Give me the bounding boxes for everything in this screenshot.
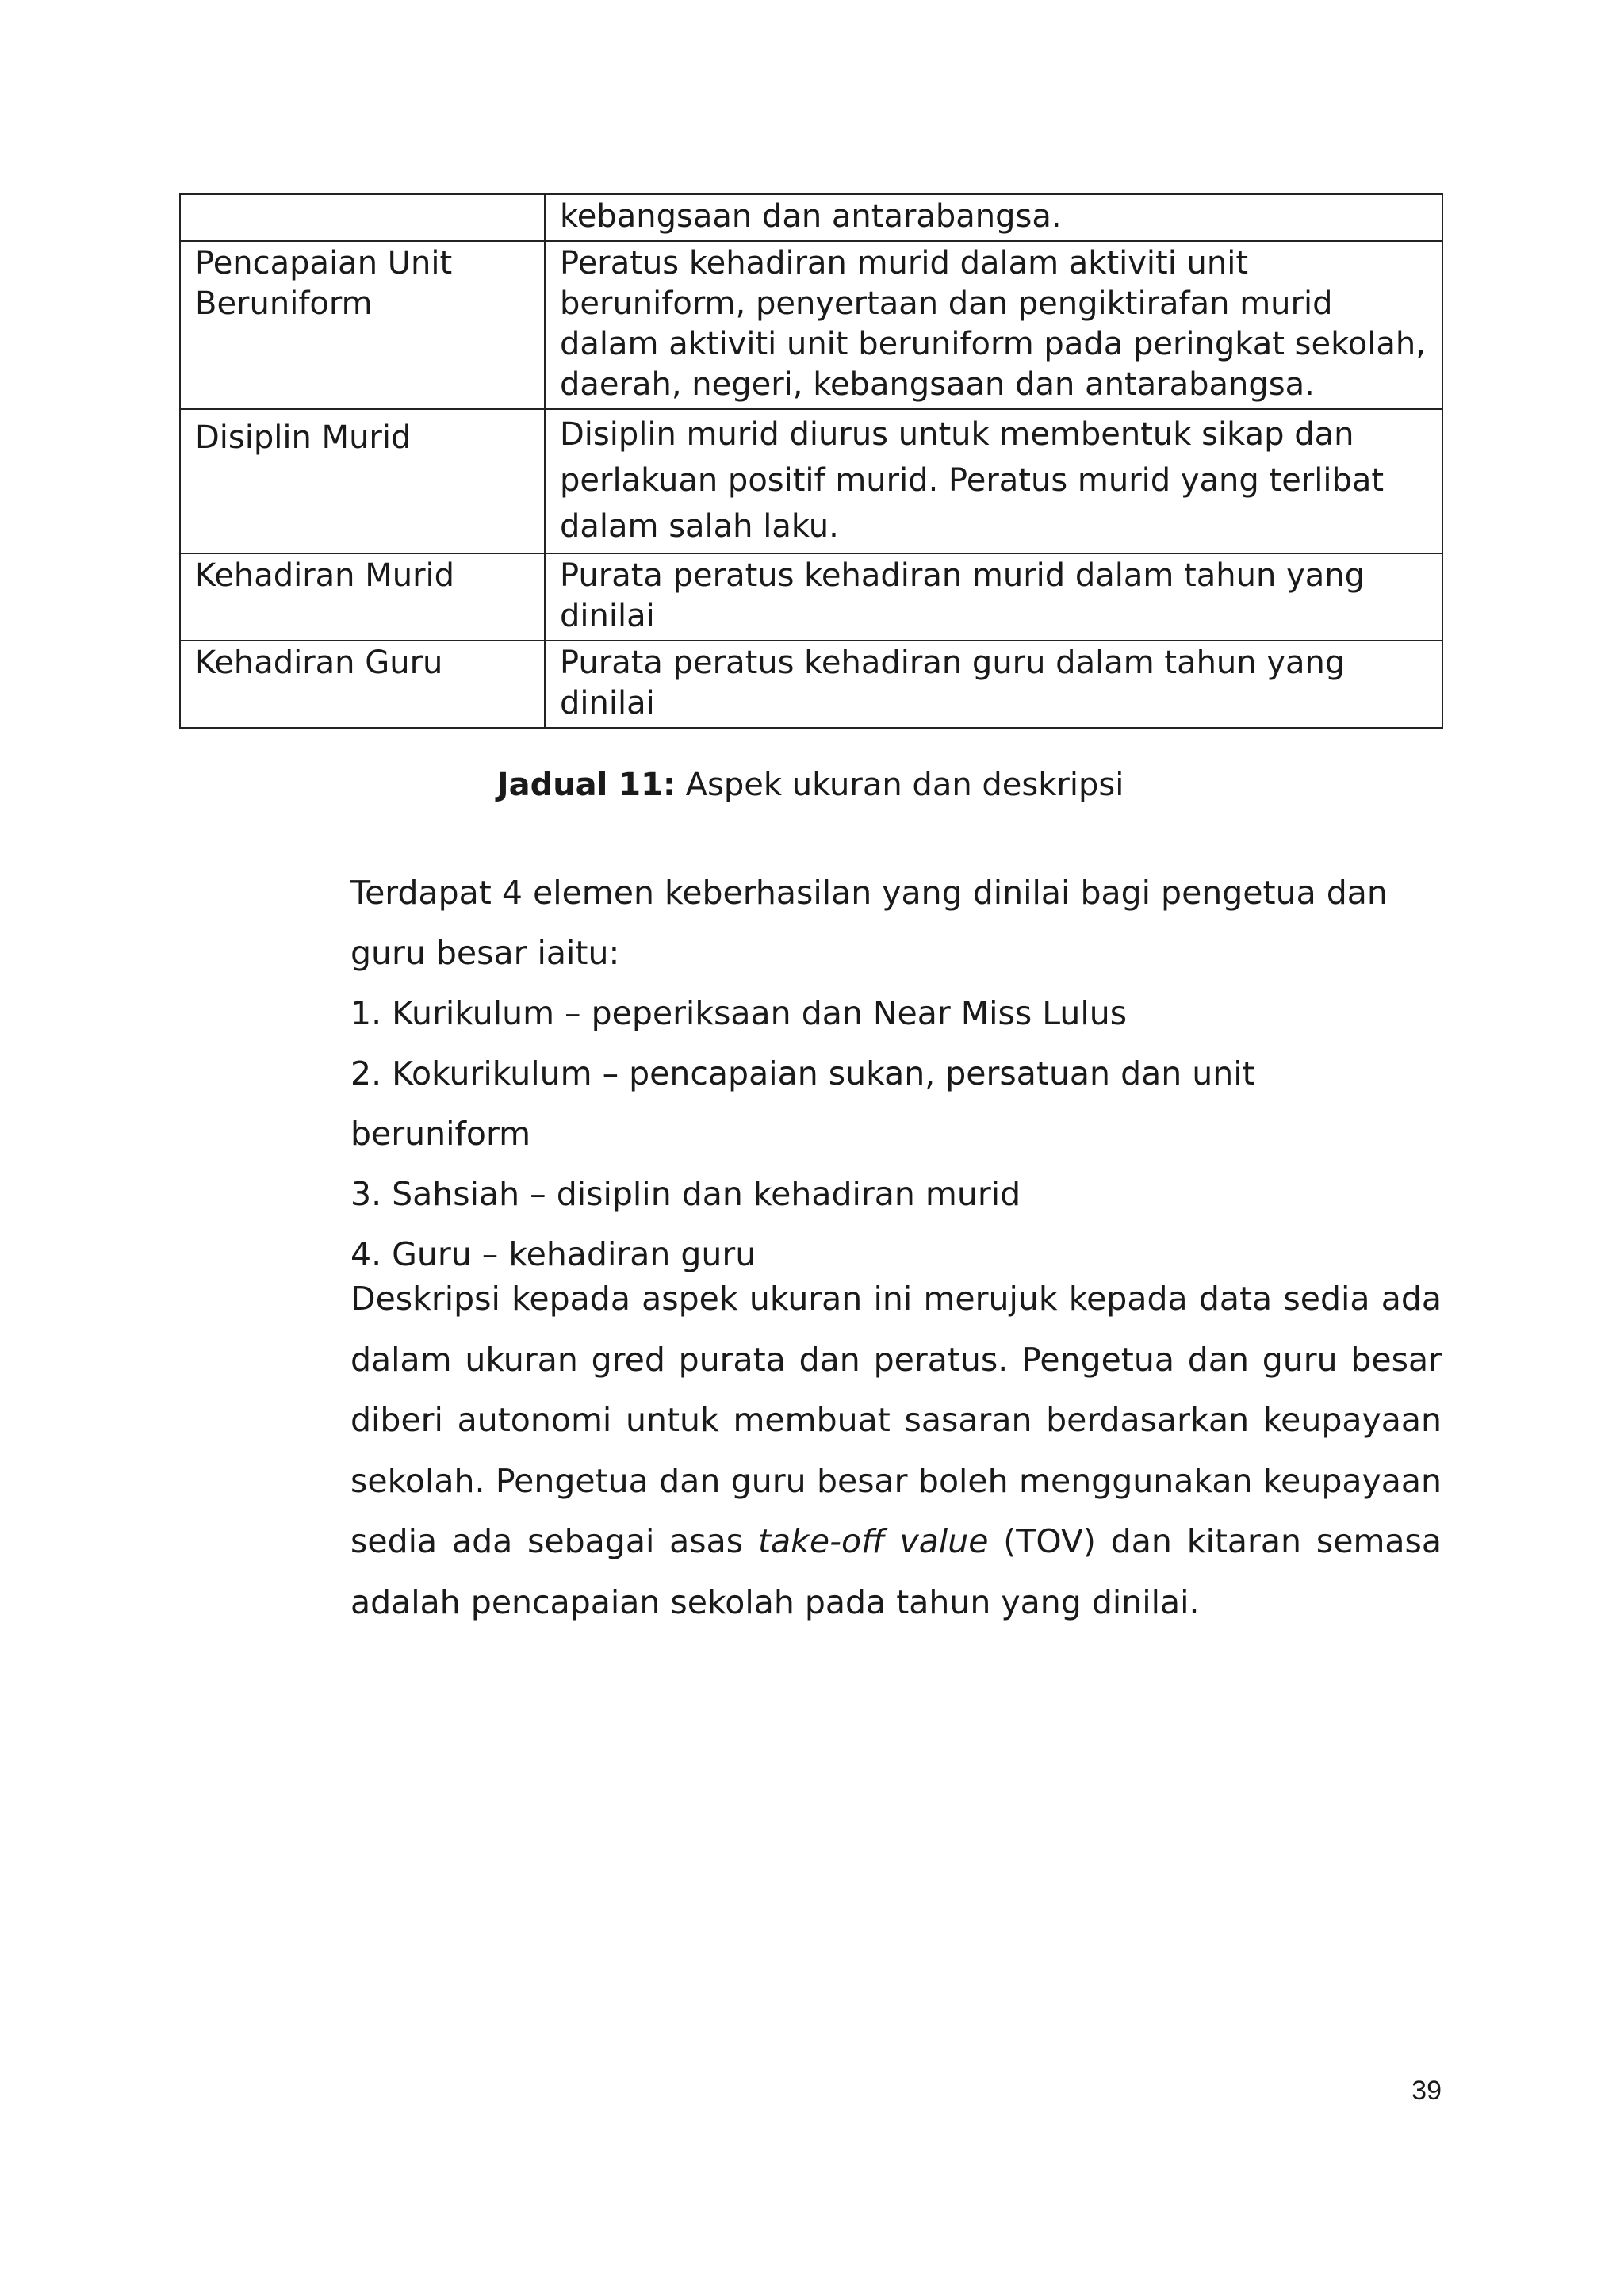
list-item: 3. Sahsiah – disiplin dan kehadiran murid <box>350 1175 1021 1213</box>
table-row <box>180 409 1442 553</box>
description-cell: Purata peratus kehadiran murid dalam tahun yang dinilai <box>545 553 1442 641</box>
element-list <box>350 983 1445 1284</box>
paragraph-italic-term: take-off value <box>757 1522 989 1560</box>
aspect-table <box>179 193 1443 729</box>
table-row <box>180 641 1442 728</box>
aspect-cell: Pencapaian Unit Beruniform <box>180 241 545 409</box>
intro-text: Terdapat 4 elemen keberhasilan yang dinilai bagi pengetua dan guru besar iaitu: <box>350 874 1388 972</box>
table-row <box>180 194 1442 241</box>
caption-label: Jadual 11: <box>496 767 676 803</box>
caption-text: Aspek ukuran dan deskripsi <box>675 767 1124 803</box>
description-cell: kebangsaan dan antarabangsa. <box>545 194 1442 241</box>
paragraph-text-after: (TOV) dan kitaran semasa adalah pencapaian sekolah pada tahun yang dinilai. <box>350 1522 1442 1621</box>
list-item: 4. Guru – kehadiran guru <box>350 1235 756 1273</box>
list-item: 1. Kurikulum – peperiksaan dan Near Miss Lulus <box>350 994 1128 1032</box>
table-row <box>180 241 1442 409</box>
description-cell: Disiplin murid diurus untuk membentuk sikap dan perlakuan positif murid. Peratus murid yang terlibat dalam salah laku. <box>545 409 1442 553</box>
paragraph-text-before: Deskripsi kepada aspek ukuran ini merujuk kepada data sedia ada dalam ukuran gred purata dan peratus. Pengetua dan guru besar diberi autonomi untuk membuat sasaran berdasarkan keupayaan sekolah. Pengetua dan guru besar boleh menggunakan keupayaan sedia ada sebagai asas <box>350 1280 1442 1560</box>
description-cell: Purata peratus kehadiran guru dalam tahun yang dinilai <box>545 641 1442 728</box>
aspect-cell: Kehadiran Guru <box>180 641 545 728</box>
table-caption <box>179 764 1442 806</box>
aspect-cell <box>180 194 545 241</box>
intro-section <box>350 863 1445 1284</box>
page-number: 39 <box>1411 2076 1442 2106</box>
aspect-cell: Kehadiran Murid <box>180 553 545 641</box>
description-paragraph <box>350 1269 1442 1632</box>
list-item: 2. Kokurikulum – pencapaian sukan, persatuan dan unit beruniform <box>350 1054 1255 1153</box>
aspect-cell: Disiplin Murid <box>180 409 545 553</box>
description-cell: Peratus kehadiran murid dalam aktiviti unit beruniform, penyertaan dan pengiktirafan murid dalam aktiviti unit beruniform pada peringkat sekolah, daerah, negeri, kebangsaan dan antarabangsa. <box>545 241 1442 409</box>
table-row <box>180 553 1442 641</box>
